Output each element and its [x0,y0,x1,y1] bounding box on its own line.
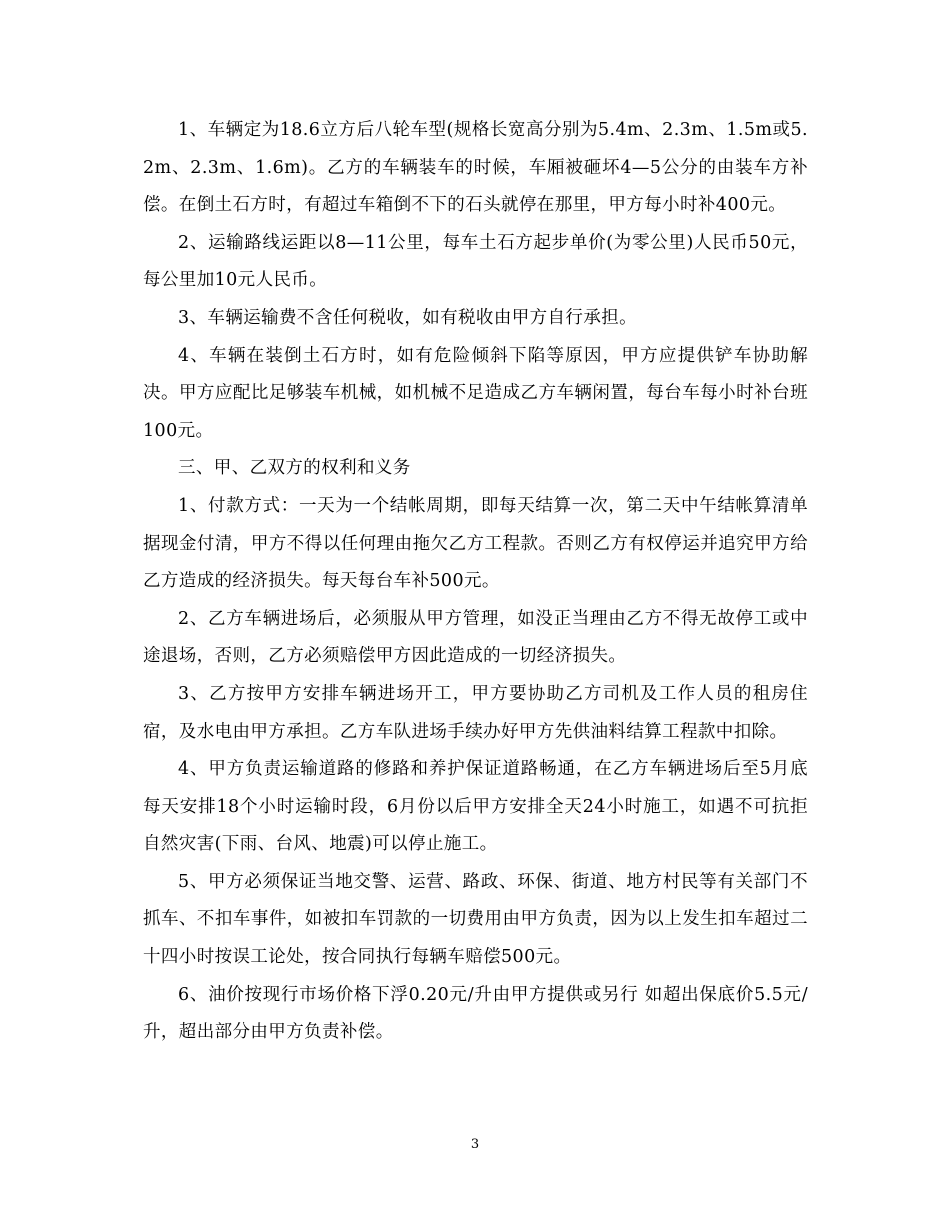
clause-payment-method: 1、付款方式：一天为一个结帐周期，即每天结算一次，第二天中午结帐算清单据现金付清，甲方不得以任何理由拖欠乙方工程款。否则乙方有权停运并追究甲方给乙方造成的经济损失。每天每台车补500元。 [143,495,808,592]
clause-fuel-price: 6、油价按现行市场价格下浮0.20元/升由甲方提供或另行 如超出保底价5.5元/升，超出部分由甲方负责补偿。 [143,984,808,1043]
clause-transport-route: 2、运输路线运距以8—11公里，每车土石方起步单价(为零公里)人民币50元，每公里加10元人民币。 [143,232,808,291]
clause-vehicle-type: 1、车辆定为18.6立方后八轮车型(规格长宽高分别为5.4m、2.3m、1.5m或5.2m、2.3m、1.6m)。乙方的车辆装车的时候，车厢被砸坏4—5公分的由装车方补偿。在倒土石方时，有超过车箱倒不下的石头就停在那里，甲方每小时补400元。 [143,120,808,216]
clause-management: 2、乙方车辆进场后，必须服从甲方管理，如没正当理由乙方不得无故停工或中途退场，否则，乙方必须赔偿甲方因此造成的一切经济损失。 [143,608,808,667]
document-body [143,112,808,1052]
clause-road-maintenance: 4、甲方负责运输道路的修路和养护保证道路畅通，在乙方车辆进场后至5月底每天安排18个小时运输时段，6月份以后甲方安排全天24小时施工，如遇不可抗拒自然灾害(下雨、台风、地震)可以停止施工。 [143,759,808,855]
page-number: 3 [470,1137,480,1152]
clause-tax: 3、车辆运输费不含任何税收，如有税收由甲方自行承担。 [178,307,638,328]
clause-accommodation: 3、乙方按甲方安排车辆进场开工，甲方要协助乙方司机及工作人员的租房住宿，及水电由甲方承担。乙方车队进场手续办好甲方先供油料结算工程款中扣除。 [143,683,808,742]
section-heading-rights-obligations: 三、甲、乙双方的权利和义务 [178,458,411,479]
clause-loading-equipment: 4、车辆在装倒土石方时，如有危险倾斜下陷等原因，甲方应提供铲车协助解决。甲方应配比足够装车机械，如机械不足造成乙方车辆闲置，每台车每小时补台班100元。 [143,345,808,441]
clause-traffic-compliance: 5、甲方必须保证当地交警、运营、路政、环保、街道、地方村民等有关部门不抓车、不扣车事件，如被扣车罚款的一切费用由甲方负责，因为以上发生扣车超过二十四小时按误工论处，按合同执行每辆车赔偿500元。 [143,871,808,968]
